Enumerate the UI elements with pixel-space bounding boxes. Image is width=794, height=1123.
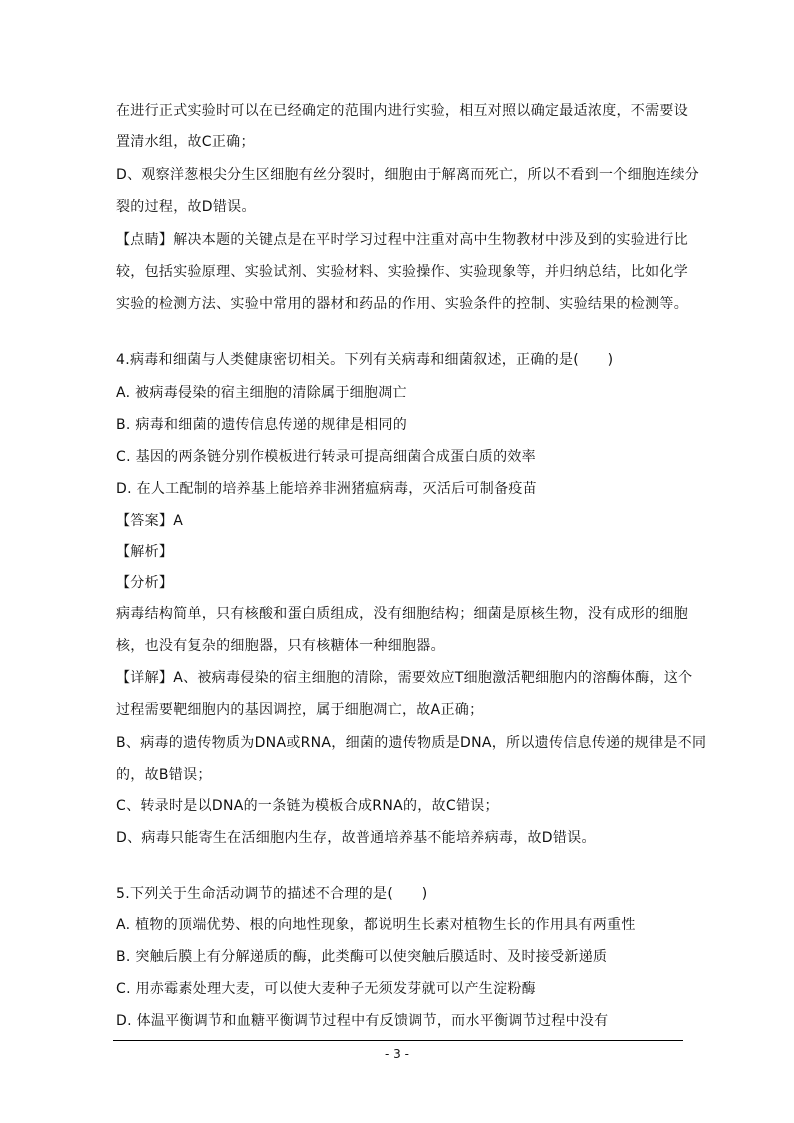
text-line: D、观察洋葱根尖分生区细胞有丝分裂时，细胞由于解离而死亡，所以不看到一个细胞连续分 [116,167,700,183]
text-line: 裂的过程，故D错误。 [116,199,256,215]
question-5-stem: 5.下列关于生命活动调节的描述不合理的是( ) [116,886,428,902]
question-4-stem: 4.病毒和细菌与人类健康密切相关。下列有关病毒和细菌叙述，正确的是( ) [116,352,614,368]
question-4-option-a: A. 被病毒侵染的宿主细胞的清除属于细胞凋亡 [116,385,407,401]
question-5-option-a: A. 植物的顶端优势、根的向地性现象，都说明生长素对植物生长的作用具有两重性 [116,917,636,933]
question-4-option-b: B. 病毒和细菌的遗传信息传递的规律是相同的 [116,417,408,433]
question-5-option-c: C. 用赤霉素处理大麦，可以使大麦种子无须发芽就可以产生淀粉酶 [116,981,536,997]
question-5-option-b: B. 突触后膜上有分解递质的酶，此类酶可以使突触后膜适时、及时接受新递质 [116,949,608,965]
question-4-option-d: D. 在人工配制的培养基上能培养非洲猪瘟病毒，灭活后可制备疫苗 [116,481,537,497]
answer-label: 【答案】A [116,513,184,529]
text-line: 病毒结构简单，只有核酸和蛋白质组成，没有细胞结构；细菌是原核生物，没有成形的细胞 [116,606,688,622]
text-line: 过程需要靶细胞内的基因调控，属于细胞凋亡，故A正确； [116,702,484,718]
text-line: C、转录时是以DNA的一条链为模板合成RNA的，故C错误； [116,798,499,814]
text-line: 实验的检测方法、实验中常用的器材和药品的作用、实验条件的控制、实验结果的检测等。 [116,296,688,312]
analysis-sub-label: 【分析】 [116,575,174,591]
analysis-label: 【解析】 [116,544,174,560]
text-line: 的，故B错误； [116,767,212,783]
text-line: 置清水组，故C正确； [116,134,255,150]
footer-rule [113,1040,683,1041]
question-4-option-c: C. 基因的两条链分别作模板进行转录可提高细菌合成蛋白质的效率 [116,449,536,465]
question-5-option-d: D. 体温平衡调节和血糖平衡调节过程中有反馈调节，而水平衡调节过程中没有 [116,1013,609,1029]
text-line: 较，包括实验原理、实验试剂、实验材料、实验操作、实验现象等，并归纳总结，比如化学 [116,264,688,280]
detail-heading-line: 【详解】A、被病毒侵染的宿主细胞的清除，需要效应T细胞激活靶细胞内的溶酶体酶，这个 [116,670,693,686]
text-line: 在进行正式实验时可以在已经确定的范围内进行实验，相互对照以确定最适浓度，不需要设 [116,103,688,119]
text-line: B、病毒的遗传物质为DNA或RNA，细菌的遗传物质是DNA，所以遗传信息传递的规律是不同 [116,735,707,751]
text-line: 核，也没有复杂的细胞器，只有核糖体一种细胞器。 [116,638,445,654]
page-number: - 3 - [385,1047,409,1061]
note-heading-line: 【点睛】解决本题的关键点是在平时学习过程中注重对高中生物教材中涉及到的实验进行比 [116,232,688,248]
text-line: D、病毒只能寄生在活细胞内生存，故普通培养基不能培养病毒，故D错误。 [116,830,596,846]
